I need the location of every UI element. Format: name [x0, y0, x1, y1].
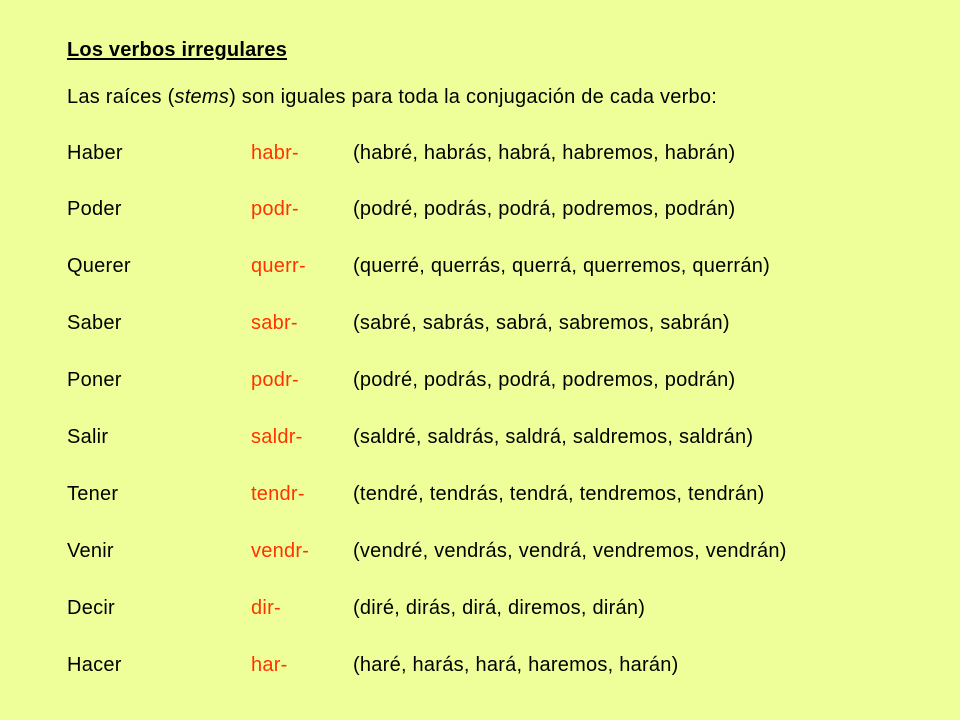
verb-forms: (vendré, vendrás, vendrá, vendremos, vendrán): [353, 540, 787, 562]
verb-row: [0, 597, 960, 627]
verb-infinitive: Decir: [67, 597, 115, 619]
verb-forms: (sabré, sabrás, sabrá, sabremos, sabrán): [353, 312, 730, 334]
verb-forms: (diré, dirás, dirá, diremos, dirán): [353, 597, 646, 619]
verb-stem: vendr-: [251, 540, 310, 562]
verb-infinitive: Poner: [67, 369, 122, 391]
verb-forms: (querré, querrás, querrá, querremos, querrán): [353, 255, 770, 277]
verb-infinitive: Saber: [67, 312, 122, 334]
verb-stem: querr-: [251, 255, 306, 277]
verb-row: [0, 369, 960, 399]
verb-infinitive: Tener: [67, 483, 119, 505]
verb-stem: tendr-: [251, 483, 305, 505]
verb-forms: (saldré, saldrás, saldrá, saldremos, saldrán): [353, 426, 754, 448]
slide-title: Los verbos irregulares: [67, 39, 288, 61]
verb-forms: (haré, harás, hará, haremos, harán): [353, 654, 679, 676]
verb-row: [0, 540, 960, 570]
verb-stem: saldr-: [251, 426, 303, 448]
verb-stem: dir-: [251, 597, 281, 619]
verb-infinitive: Venir: [67, 540, 114, 562]
verb-infinitive: Salir: [67, 426, 109, 448]
verb-row: [0, 483, 960, 513]
intro-text-after: ) son iguales para toda la conjugación de cada verbo:: [229, 86, 718, 108]
verb-infinitive: Poder: [67, 198, 122, 220]
verb-row: [0, 198, 960, 228]
verb-stem: sabr-: [251, 312, 298, 334]
verb-infinitive: Haber: [67, 142, 123, 164]
verb-row: [0, 255, 960, 285]
verb-stem: har-: [251, 654, 288, 676]
verb-stem: podr-: [251, 369, 299, 391]
verb-row: [0, 654, 960, 684]
verb-row: [0, 312, 960, 342]
verb-row: [0, 426, 960, 456]
intro-text: [67, 86, 717, 109]
verb-forms: (tendré, tendrás, tendrá, tendremos, tendrán): [353, 483, 765, 505]
verb-stem: podr-: [251, 198, 299, 220]
verb-forms: (podré, podrás, podrá, podremos, podrán): [353, 369, 736, 391]
verb-stem: habr-: [251, 142, 299, 164]
verb-infinitive: Hacer: [67, 654, 122, 676]
verb-forms: (habré, habrás, habrá, habremos, habrán): [353, 142, 736, 164]
verb-forms: (podré, podrás, podrá, podremos, podrán): [353, 198, 736, 220]
verb-row: [0, 142, 960, 172]
intro-text-before: Las raíces (: [67, 86, 175, 108]
intro-text-italic: stems: [174, 86, 230, 108]
verb-infinitive: Querer: [67, 255, 131, 277]
